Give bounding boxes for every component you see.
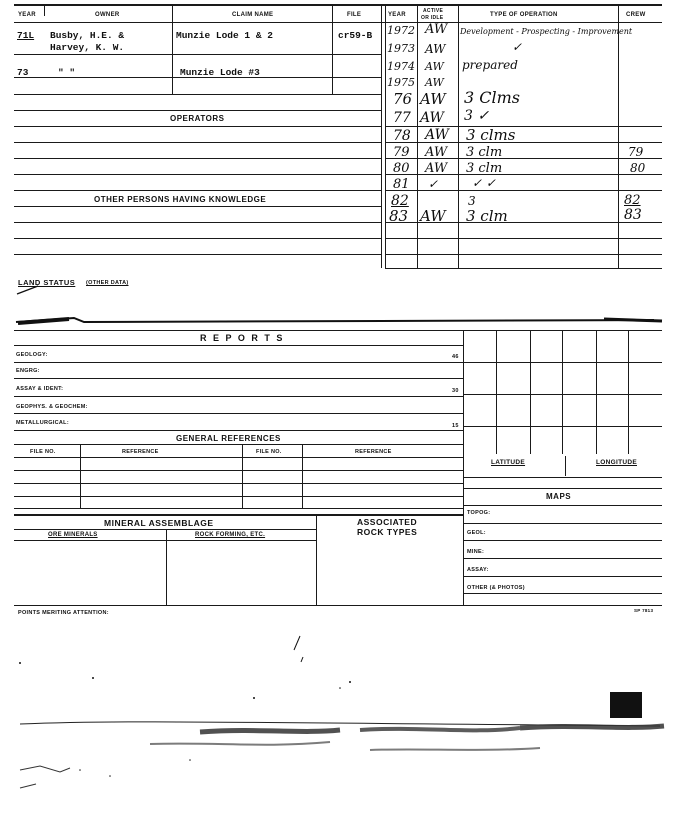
op-row-6-type: 3 ✓ <box>464 108 490 124</box>
owner-row-1-file: cr59-B <box>338 30 373 41</box>
land-status-sub: (OTHER DATA) <box>86 280 129 286</box>
mineral-top-line <box>14 514 463 516</box>
ref-reference-header: REFERENCE <box>122 449 159 455</box>
owner-row-1-owner: Busby, H.E. & <box>50 30 125 41</box>
op-row-9-status: AW <box>425 161 448 176</box>
op-row-5-status: AW <box>420 90 446 108</box>
map-geol-label: GEOL: <box>467 530 486 536</box>
op-row-11-year: 82 <box>391 193 409 209</box>
ref-reference2-header: REFERENCE <box>355 449 392 455</box>
op-row-1-status: AW <box>425 22 448 37</box>
genref-vline-3 <box>302 444 303 508</box>
scan-divider <box>14 314 664 328</box>
row-line-5 <box>14 126 381 127</box>
vline-active <box>458 6 459 268</box>
owner-row-1-year: 71L <box>17 30 35 41</box>
maps-hline-2 <box>463 540 662 541</box>
mineral-hline-2 <box>14 540 316 541</box>
vline-type <box>618 6 619 268</box>
op-row-1-year: 1972 <box>387 24 415 37</box>
op-row-1-type: Development - Prospecting - Improvement <box>460 27 633 36</box>
row-line-11 <box>14 222 381 223</box>
col-type-header: TYPE OF OPERATION <box>490 12 558 18</box>
reports-hline-1 <box>14 362 463 363</box>
op-row-2-type: ✓ <box>512 40 523 54</box>
other-persons-label: OTHER PERSONS HAVING KNOWLEDGE <box>94 195 267 204</box>
report-geology-label: GEOLOGY: <box>16 352 48 358</box>
row-line-8 <box>14 174 381 175</box>
row-line-6 <box>14 142 381 143</box>
genref-hline-4 <box>14 496 463 497</box>
row-line-7 <box>14 158 381 159</box>
maps-hline-0 <box>463 505 662 506</box>
mineral-bottom-line <box>14 605 662 606</box>
grid-vline-2 <box>530 330 531 454</box>
row-line-10 <box>14 206 381 207</box>
report-metallurgical-label: METALLURGICAL: <box>16 420 69 426</box>
form-number: SP 7813 <box>634 608 654 613</box>
op-row-12-status: AW <box>420 207 446 225</box>
land-status-mark <box>16 284 40 296</box>
rrow-line-7 <box>385 238 662 239</box>
assoc-rock-1: ASSOCIATED <box>357 517 418 527</box>
map-assay-label: ASSAY: <box>467 567 489 573</box>
row-line-9 <box>14 190 381 191</box>
rrow-line-9 <box>385 268 662 269</box>
vline-claim <box>332 6 333 94</box>
latitude-label: LATITUDE <box>491 459 526 466</box>
op-row-7-year: 78 <box>393 128 411 144</box>
col-crew-header: CREW <box>626 12 646 18</box>
reports-hline-4 <box>14 413 463 414</box>
genref-hline-1 <box>14 457 463 458</box>
vline-file-b <box>385 6 386 268</box>
maps-hline-1 <box>463 523 662 524</box>
maps-top-line <box>463 488 662 489</box>
row-line-12 <box>14 238 381 239</box>
grid-vline-4 <box>596 330 597 454</box>
op-row-5-year: 76 <box>393 90 413 108</box>
row-line-3 <box>14 94 381 95</box>
op-row-11-crew: 82 <box>624 193 641 208</box>
op-row-7-type: 3 clms <box>466 126 516 144</box>
ore-minerals-header: ORE MINERALS <box>48 532 98 538</box>
genref-hline-2 <box>14 470 463 471</box>
report-assay-code: 30 <box>452 388 459 394</box>
top-border <box>14 4 662 6</box>
genref-hline-5 <box>14 508 463 509</box>
row-line-4 <box>14 110 381 111</box>
op-row-12-type: 3 clm <box>466 207 508 225</box>
general-references-title: GENERAL REFERENCES <box>176 434 281 443</box>
op-row-9-crew: 80 <box>630 161 646 175</box>
op-row-2-status: AW <box>425 42 446 56</box>
reports-hline-5 <box>14 430 463 431</box>
col-year-header: YEAR <box>18 12 36 18</box>
map-mine-label: MINE: <box>467 549 485 555</box>
op-row-3-status: AW <box>425 60 444 73</box>
mineral-vline-2 <box>316 514 317 605</box>
reports-top-line <box>14 330 662 331</box>
op-row-8-crew: 79 <box>628 145 644 159</box>
reports-title: R E P O R T S <box>200 333 285 343</box>
op-row-4-status: AW <box>425 76 444 89</box>
report-metallurgical-code: 15 <box>452 423 459 429</box>
genref-hline-0 <box>14 444 463 445</box>
op-row-9-year: 80 <box>393 161 410 176</box>
ref-file-no2-header: FILE NO. <box>256 449 282 455</box>
scan-artifacts <box>0 630 678 814</box>
col-idle-header: OR IDLE <box>421 15 444 21</box>
report-geology-code: 46 <box>452 354 459 360</box>
grid-hline-2 <box>463 394 662 395</box>
op-row-12-year: 83 <box>389 207 409 225</box>
vline-year-head <box>44 6 45 16</box>
operators-label: OPERATORS <box>170 114 225 123</box>
op-row-4-year: 1975 <box>387 76 415 89</box>
report-assay-label: ASSAY & IDENT: <box>16 386 64 392</box>
row-line-13 <box>14 254 381 255</box>
col-claim-name-header: CLAIM NAME <box>232 12 274 18</box>
reports-hline-2 <box>14 378 463 379</box>
latlong-bottom <box>463 477 662 478</box>
assoc-rock-2: ROCK TYPES <box>357 527 418 537</box>
vline-owner <box>172 6 173 94</box>
col-file-header: FILE <box>347 12 362 18</box>
map-topog-label: TOPOG: <box>467 510 491 516</box>
grid-vline-5 <box>628 330 629 454</box>
maps-title: MAPS <box>546 492 572 501</box>
op-row-3-type: prepared <box>462 58 518 72</box>
genref-hline-3 <box>14 483 463 484</box>
op-row-8-type: 3 clm <box>466 145 503 160</box>
maps-hline-4 <box>463 576 662 577</box>
right-grid-vline-main <box>463 330 464 605</box>
op-row-11-type: 3 <box>468 194 476 208</box>
reports-hline-0 <box>14 345 463 346</box>
rrow-line-8 <box>385 254 662 255</box>
maps-hline-5 <box>463 593 662 594</box>
genref-vline-2 <box>242 444 243 508</box>
owner-row-3-claim: Munzie Lode #3 <box>180 67 260 78</box>
maps-hline-3 <box>463 558 662 559</box>
op-row-10-type: ✓ ✓ <box>472 176 496 190</box>
mineral-hline-1 <box>14 529 316 530</box>
ref-file-no-header: FILE NO. <box>30 449 56 455</box>
rrow-line-5 <box>385 190 662 191</box>
op-row-9-type: 3 clm <box>466 161 503 176</box>
points-meriting-label: POINTS MERITING ATTENTION: <box>18 610 109 616</box>
mineral-vline-1 <box>166 529 167 605</box>
op-row-7-status: AW <box>425 127 449 143</box>
owner-row-3-year: 73 <box>17 67 29 78</box>
op-row-6-year: 77 <box>393 110 411 126</box>
header-underline <box>14 22 662 23</box>
grid-vline-1 <box>496 330 497 454</box>
op-row-2-year: 1973 <box>387 42 415 55</box>
owner-row-2-owner: Harvey, K. W. <box>50 42 125 53</box>
vline-file <box>381 6 382 268</box>
latlong-divider <box>565 456 566 476</box>
owner-row-1-claim: Munzie Lode 1 & 2 <box>176 30 273 41</box>
col-owner-header: OWNER <box>95 12 120 18</box>
rock-forming-header: ROCK FORMING, ETC. <box>195 532 266 538</box>
reports-hline-3 <box>14 396 463 397</box>
row-line-1 <box>14 54 381 55</box>
col-active-header: ACTIVE <box>423 8 444 14</box>
genref-vline-1 <box>80 444 81 508</box>
op-row-6-status: AW <box>420 110 444 126</box>
grid-vline-3 <box>562 330 563 454</box>
op-row-10-status: ✓ <box>428 177 439 191</box>
longitude-label: LONGITUDE <box>596 459 637 466</box>
op-row-8-status: AW <box>425 145 448 160</box>
col-year2-header: YEAR <box>388 12 406 18</box>
op-row-3-year: 1974 <box>387 60 415 73</box>
op-row-5-type: 3 Clms <box>464 88 521 107</box>
report-geophys-label: GEOPHYS. & GEOCHEM: <box>16 404 88 410</box>
grid-hline-1 <box>463 362 662 363</box>
op-row-12-crew: 83 <box>624 207 642 223</box>
report-engrg-label: ENGRG: <box>16 368 40 374</box>
map-other-label: OTHER (& PHOTOS) <box>467 585 525 591</box>
vline-year2 <box>417 6 418 268</box>
op-row-8-year: 79 <box>393 145 410 160</box>
op-row-10-year: 81 <box>393 177 410 192</box>
owner-row-3-owner: " " <box>58 67 76 78</box>
grid-hline-3 <box>463 426 662 427</box>
land-status-label: LAND STATUS <box>18 278 76 287</box>
mineral-assemblage-title: MINERAL ASSEMBLAGE <box>104 518 214 528</box>
